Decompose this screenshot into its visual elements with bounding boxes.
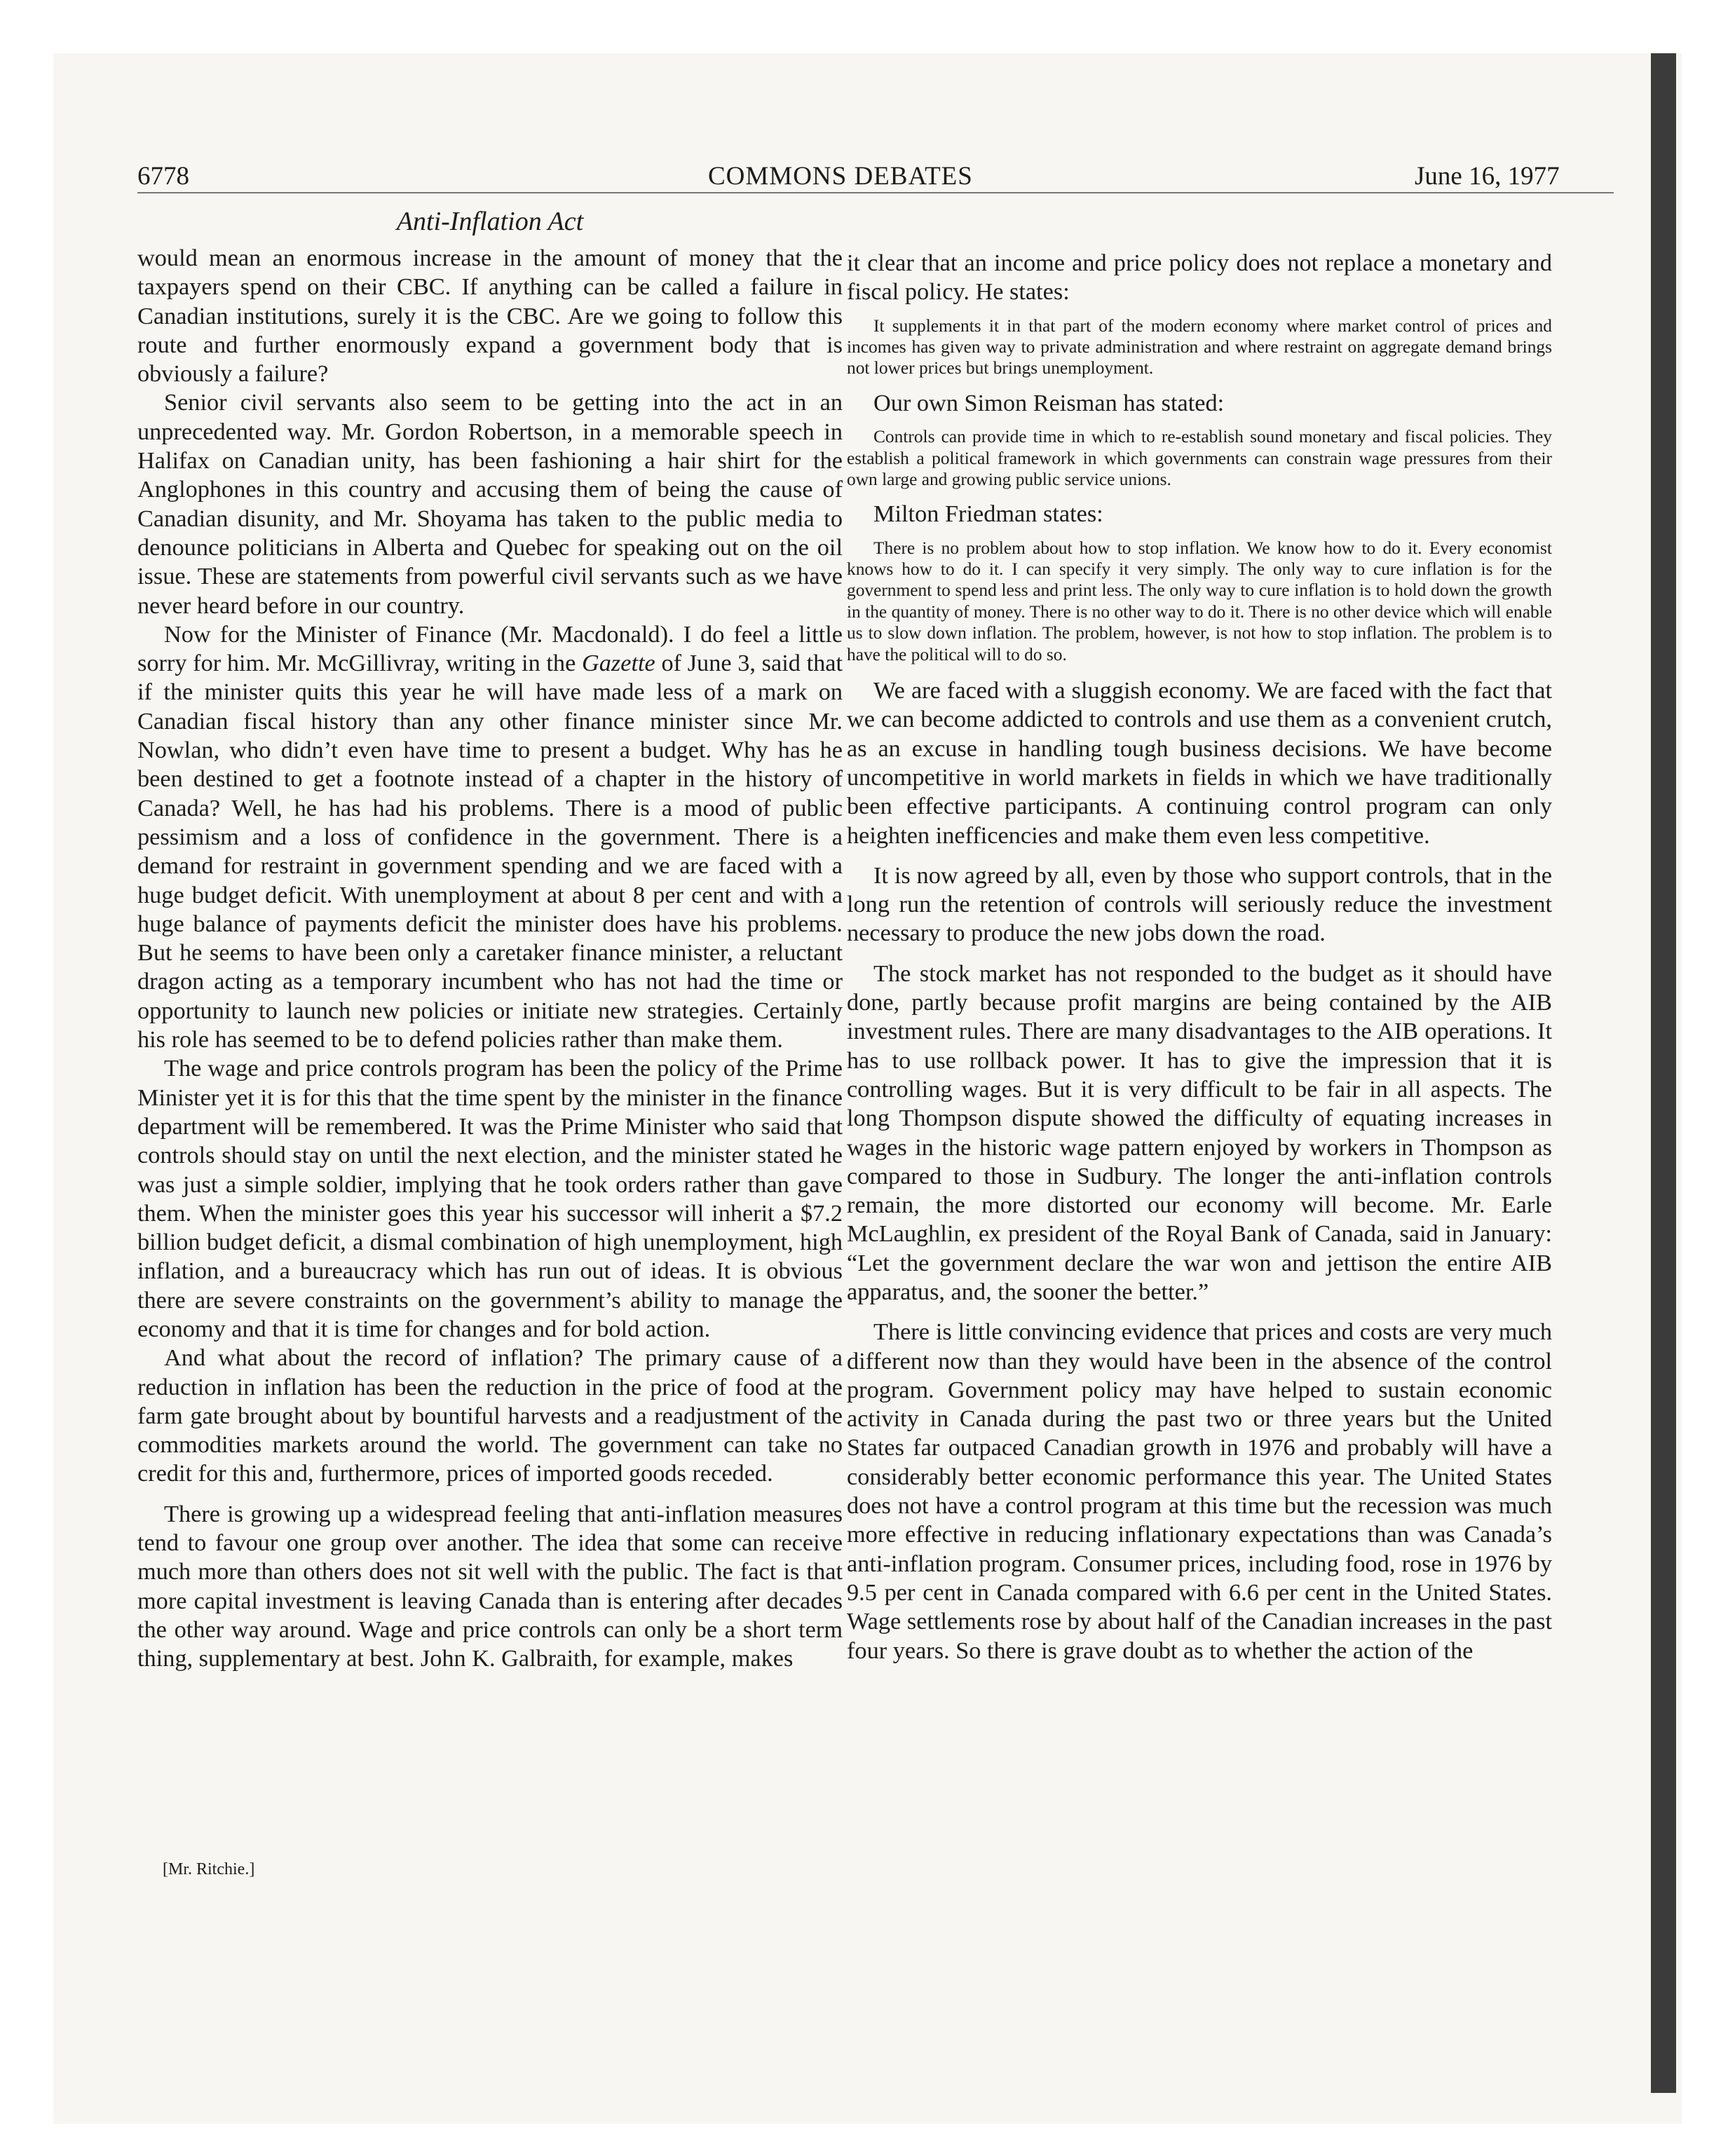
paragraph: would mean an enormous increase in the amount of money that the taxpayers spend on their CBC. If anything can be called a failure in Canadian institutions, surely it is the CBC. Are we going to follow this route and further enormously expand a government body that is obviously a failure? — [137, 245, 843, 388]
quote-lead: Our own Simon Reisman has stated: — [873, 389, 1225, 416]
paragraph: There is little convincing evidence that prices and costs are very much different now than they would have been in the absence of the control program. Government policy may have helped to sustain economic activity in Canada during the past two or three years but the United States far outpaced Canadian growth in 1976 and probably will have a considerably better economic performance this year. The United States does not have a control program at this time but the recession was much more effective in reducing inflationary expectations than was Canada’s anti-inflation program. Consumer prices, including food, rose in 1976 by 9.5 per cent in Canada compared with 6.6 per cent in the United States. Wage settlements rose by about half of the Canadian increases in the past four years. So there is grave doubt as to whether the action of the — [847, 1318, 1552, 1664]
paragraph: And what about the record of inflation? The primary cause of a reduction in inflation has been the reduction in the price of food at the farm gate brought about by bountiful harvests and a readjustment of the commodities markets around the world. The government can take no credit for this and, furthermore, prices of imported goods receded. — [137, 1344, 843, 1487]
paragraph: Senior civil servants also seem to be getting into the act in an unprecedented way. Mr. Gordon Robertson, in a memorable speech in Halifax on Canadian unity, has been fashioning a hair shirt for the Anglophones in this country and accusing them of being the cause of Canadian disunity, and Mr. Shoyama has taken to the public media to denounce politicians in Alberta and Quebec for speaking out on the oil issue. These are statements from powerful civil servants such as we have never heard before in our country. — [137, 389, 843, 619]
paragraph: There is growing up a widespread feeling that anti-inflation measures tend to favour one group over another. The idea that some can receive much more than others does not sit well with the public. The fact is that more capital investment is leaving Canada than is entering after decades the other way around. Wage and price controls can only be a short term thing, supplementary at best. John K. Galbraith, for example, makes — [137, 1500, 843, 1672]
scan-edge-shadow — [1651, 53, 1676, 2093]
page-number: 6778 — [137, 162, 189, 191]
speaker-note: [Mr. Ritchie.] — [163, 1860, 255, 1878]
block-quote: Controls can provide time in which to re-establish sound monetary and fiscal policies. They establish a political framework in which governments can constrain wage pressures from their own large and growing public service unions. — [847, 427, 1552, 489]
section-title: Anti-Inflation Act — [396, 207, 584, 236]
header-date: June 16, 1977 — [1415, 162, 1560, 191]
running-title: COMMONS DEBATES — [708, 162, 973, 191]
right-column — [847, 249, 1552, 1665]
header-rule — [137, 192, 1614, 193]
block-quote: It supplements it in that part of the modern economy where market control of prices and incomes has given way to private administration and where restraint on aggregate demand brings not lower prices but brings unemployment. — [847, 315, 1552, 378]
block-quote: There is no problem about how to stop inflation. We know how to do it. Every economist knows how to do it. I can specify it very simply. The only way to cure inflation is for the government to spend less and print less. The only way to cure inflation is to hold down the growth in the quantity of money. There is no other way to do it. There is no other device which will enable us to slow down inflation. The problem, however, is not how to stop inflation. The problem is to have the political will to do so. — [847, 538, 1552, 664]
paragraph — [137, 620, 843, 1054]
quote-lead: Milton Friedman states: — [873, 500, 1103, 528]
paragraph: We are faced with a sluggish economy. We are faced with the fact that we can become addicted to controls and use them as a convenient crutch, as an excuse in handling tough business decisions. We have become uncompetitive in world markets in fields in which we have traditionally been effective participants. A continuing control program can only heighten inefficencies and make them even less competitive. — [847, 677, 1552, 849]
paragraph-text: Now for the Minister of Finance (Mr. Macdonald). I do feel a little sorry for him. Mr. McGillivray, writing in the — [137, 620, 843, 677]
paragraph: The stock market has not responded to the budget as it should have done, partly because profit margins are being contained by the AIB investment rules. There are many disadvantages to the AIB operations. It has to use rollback power. It has to give the impression that it is controlling wages. But it is very difficult to be fair in all aspects. The long Thompson dispute showed the difficulty of equating increases in wages in the historic wage pattern enjoyed by workers in Thompson as compared to those in Sudbury. The longer the anti-inflation controls remain, the more distorted our economy will become. Mr. Earle McLaughlin, ex president of the Royal Bank of Canada, said in January: “Let the government declare the war won and jettison the entire AIB apparatus, and, the sooner the better.” — [847, 960, 1552, 1305]
newspaper-title: Gazette — [581, 650, 655, 677]
paragraph: it clear that an income and price policy does not replace a monetary and fiscal policy. He states: — [847, 250, 1552, 306]
paragraph: It is now agreed by all, even by those who support controls, that in the long run the retention of controls will seriously reduce the investment necessary to produce the new jobs down the road. — [847, 861, 1552, 947]
left-column — [137, 244, 843, 1674]
paragraph: The wage and price controls program has been the policy of the Prime Minister yet it is for this that the time spent by the minister in the finance department will be remembered. It was the Prime Minister who said that controls should stay on until the next election, and the minister stated he was just a simple soldier, implying that he took orders rather than gave them. When the minister goes this year his successor will inherit a $7.2 billion budget deficit, a dismal combination of high unemployment, high inflation, and a bureaucracy which has run out of ideas. It is obvious there are severe constraints on the government’s ability to manage the economy and that it is time for changes and for bold action. — [137, 1055, 843, 1342]
paragraph-text: of June 3, said that if the minister quits this year he will have made less of a mark on Canadian fiscal history than any other finance minister since Mr. Nowlan, who didn’t even have time to present a budget. Why has he been destined to get a footnote instead of a chapter in the history of Canada? Well, he has had his problems. There is a mood of public pessimism and a loss of confidence in the government. There is a demand for restraint in government spending and we are faced with a huge budget deficit. With unemployment at about 8 per cent and with a huge balance of payments deficit the minister does have his problems. But he seems to have been only a caretaker finance minister, a reluctant dragon acting as a temporary incumbent who has not had the time or opportunity to launch new policies or initiate new strategies. Certainly his role has seemed to be to defend policies rather than make them. — [137, 650, 843, 1053]
